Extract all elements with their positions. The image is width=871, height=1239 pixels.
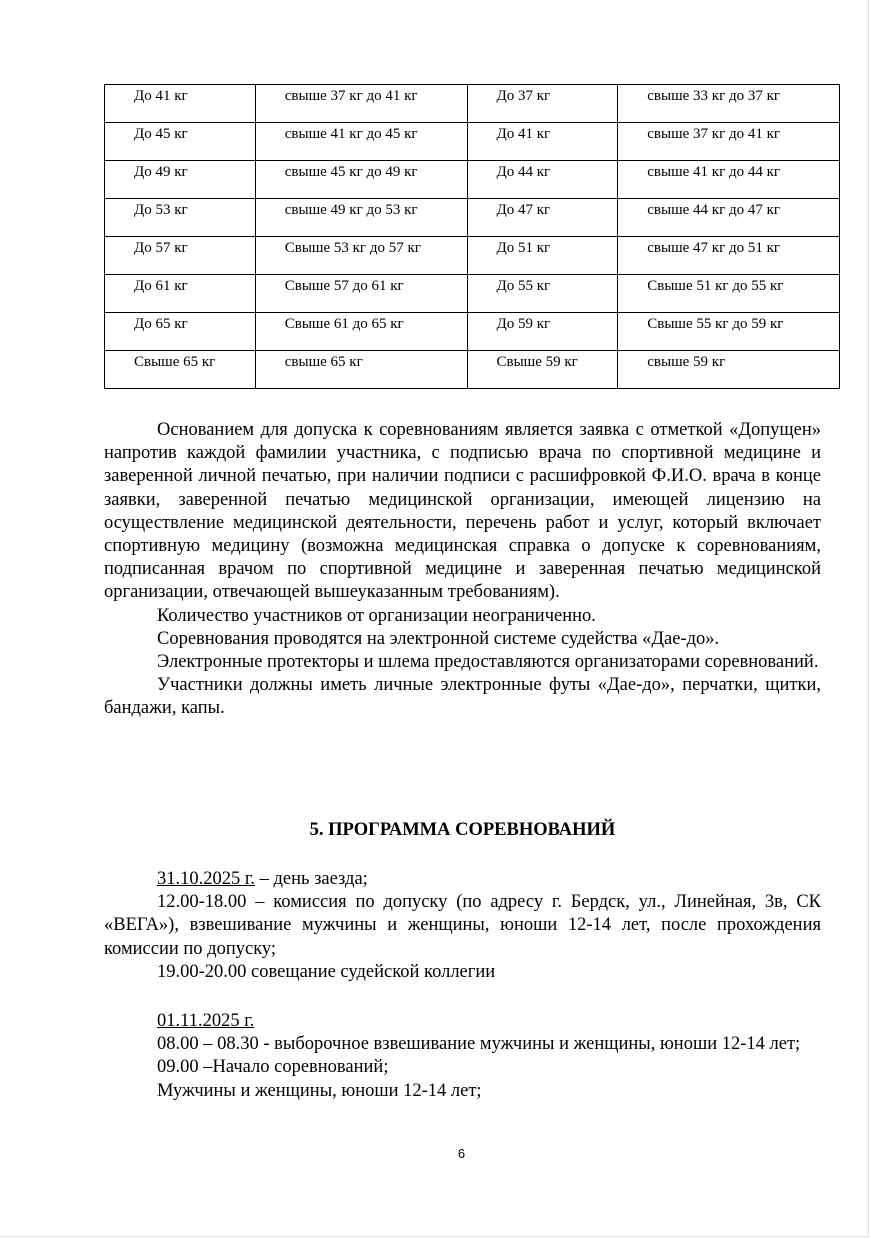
page-number: 6 (457, 1146, 466, 1161)
table-row (105, 237, 840, 275)
table-row (105, 275, 840, 313)
table-cell: Свыше 55 кг до 59 кг (618, 313, 840, 351)
program-day2 (104, 1010, 821, 1103)
table-cell: Свыше 57 до 61 кг (255, 275, 467, 313)
table-cell: До 44 кг (467, 161, 618, 199)
admission-paragraph: Основанием для допуска к соревнованиям является заявка с отметкой «Допущен» напротив каждой фамилии участника, с подписью врача по спортивной медицине и заверенной личной печатью, при наличии подписи с расшифровкой Ф.И.О. врача в конце заявки, заверенной печатью медицинской организации, имеющей лицензию на осуществление медицинской деятельности, перечень работ и услуг, который включает спортивную медицину (возможна медицинская справка о допуске к соревнованиям, подписанная врачом по спортивной медицине и заверенная печатью медицинской организации, отвечающей вышеуказанным требованиям). (104, 420, 821, 603)
weight-category-table (104, 84, 840, 389)
day1-date: 31.10.2025 г. (157, 869, 256, 889)
table-cell: Свыше 53 кг до 57 кг (255, 237, 467, 275)
table-row (105, 123, 840, 161)
day2-date: 01.11.2025 г. (157, 1011, 255, 1031)
day1-commission: 12.00-18.00 – комиссия по допуску (по адресу г. Бердск, ул., Линейная, 3в, СК «ВЕГА»), взвешивание мужчины и женщины, юноши 12-14 лет, после прохождения комиссии по допуску; (104, 892, 821, 959)
table-cell: До 41 кг (467, 123, 618, 161)
table-cell: свыше 37 кг до 41 кг (255, 85, 467, 123)
table-row (105, 161, 840, 199)
table-cell: свыше 45 кг до 49 кг (255, 161, 467, 199)
judging-system-paragraph: Соревнования проводятся на электронной системе судейства «Дае-до». (157, 628, 720, 649)
table-cell: свыше 33 кг до 37 кг (618, 85, 840, 123)
table-cell: Свыше 51 кг до 55 кг (618, 275, 840, 313)
program-day1 (104, 868, 821, 984)
day2-weighin: 08.00 – 08.30 - выборочное взвешивание мужчины и женщины, юноши 12-14 лет; (157, 1034, 801, 1055)
table-row (105, 351, 840, 389)
table-cell: свыше 44 кг до 47 кг (618, 199, 840, 237)
table-cell: свыше 41 кг до 45 кг (255, 123, 467, 161)
day1-line (104, 868, 821, 891)
table-cell: До 37 кг (467, 85, 618, 123)
table-cell: До 49 кг (105, 161, 256, 199)
table-cell: До 41 кг (105, 85, 256, 123)
day2-categories: Мужчины и женщины, юноши 12-14 лет; (157, 1080, 482, 1101)
table-cell: До 55 кг (467, 275, 618, 313)
table-cell: Свыше 65 кг (105, 351, 256, 389)
table-cell: До 47 кг (467, 199, 618, 237)
table-cell: До 53 кг (105, 199, 256, 237)
table-cell: До 57 кг (105, 237, 256, 275)
admission-section (104, 419, 821, 721)
table-cell: свыше 65 кг (255, 351, 467, 389)
table-cell: свыше 47 кг до 51 кг (618, 237, 840, 275)
table-cell: свыше 59 кг (618, 351, 840, 389)
day2-start: 09.00 –Начало соревнований; (157, 1057, 389, 1078)
table-row (105, 85, 840, 123)
table-cell: До 61 кг (105, 275, 256, 313)
table-row (105, 313, 840, 351)
equipment-paragraph: Участники должны иметь личные электронные футы «Дае-до», перчатки, щитки, бандажи, капы. (104, 675, 821, 719)
table-cell: До 65 кг (105, 313, 256, 351)
protectors-paragraph: Электронные протекторы и шлема предоставляются организаторами соревнований. (157, 652, 819, 673)
table-cell: До 45 кг (105, 123, 256, 161)
table-row (105, 199, 840, 237)
participants-count-paragraph: Количество участников от организации неограниченно. (157, 605, 596, 626)
table-cell: Свыше 61 до 65 кг (255, 313, 467, 351)
program-heading: 5. ПРОГРАММА СОРЕВНОВАНИЙ (309, 820, 616, 840)
table-cell: свыше 49 кг до 53 кг (255, 199, 467, 237)
weight-table-body (105, 85, 840, 389)
table-cell: свыше 37 кг до 41 кг (618, 123, 840, 161)
day1-meeting: 19.00-20.00 совещание судейской коллегии (157, 961, 496, 982)
table-cell: свыше 41 кг до 44 кг (618, 161, 840, 199)
table-cell: Свыше 59 кг (467, 351, 618, 389)
table-cell: До 51 кг (467, 237, 618, 275)
day1-label: – день заезда; (255, 869, 368, 889)
table-cell: До 59 кг (467, 313, 618, 351)
day2-line (104, 1010, 821, 1033)
